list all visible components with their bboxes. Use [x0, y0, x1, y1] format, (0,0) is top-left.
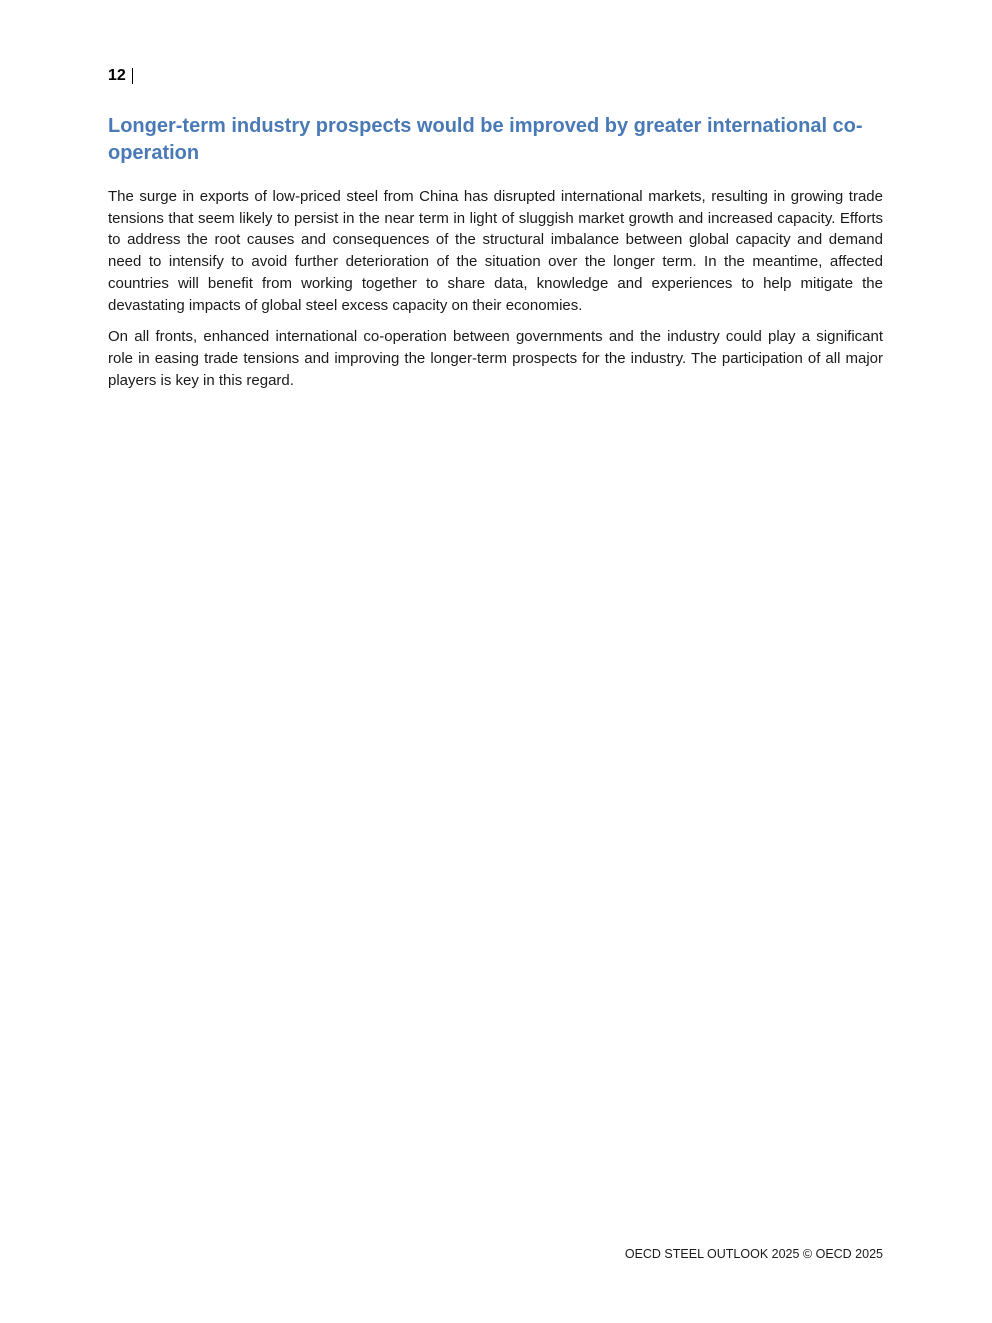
section-heading: Longer-term industry prospects would be improved by greater international co-operation — [108, 115, 863, 164]
header-separator — [132, 68, 133, 84]
page-number: 12 — [108, 67, 126, 84]
paragraph-1: The surge in exports of low-priced steel from China has disrupted international markets, resulting in growing trade tensions that seem likely to persist in the near term in light of sluggish market growth and increased capacity. Efforts to address the root causes and consequences of the structural imbalance between global capacity and demand need to intensify to avoid further deterioration of the situation over the longer term. In the meantime, affected countries will benefit from working together to share data, knowledge and experiences to help mitigate the devastating impacts of global steel excess capacity on their economies. — [108, 188, 883, 314]
page-footer: OECD STEEL OUTLOOK 2025 © OECD 2025 — [624, 1247, 883, 1261]
body-text — [108, 186, 883, 401]
page-header — [108, 66, 133, 86]
paragraph-2: On all fronts, enhanced international co-operation between governments and the industry could play a significant role in easing trade tensions and improving the longer-term prospects for the industry. The participation of all major players is key in this regard. — [108, 328, 883, 389]
